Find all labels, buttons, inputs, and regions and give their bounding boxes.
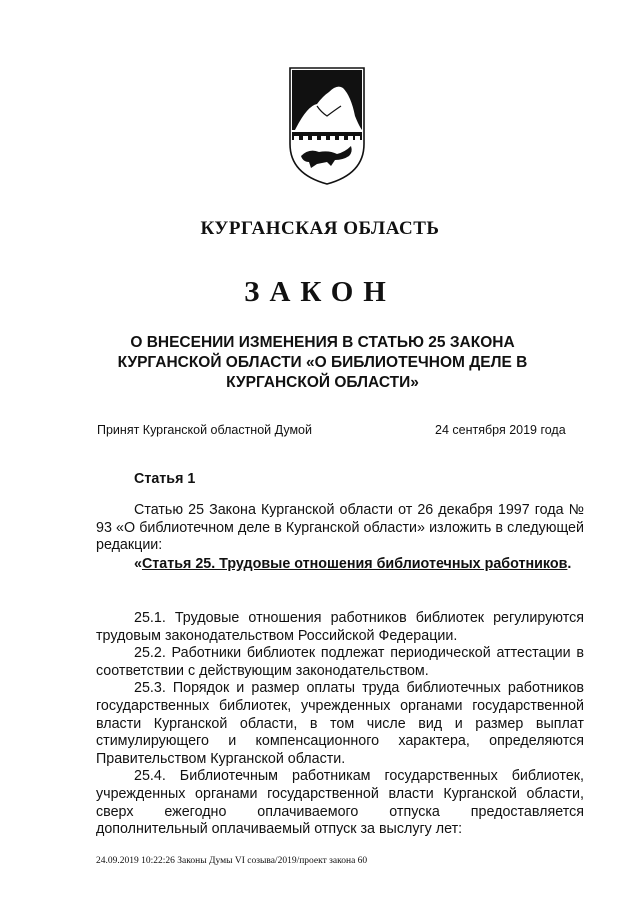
file-footer: 24.09.2019 10:22:26 Законы Думы VI созыва/2019/проект закона 60 [96, 856, 368, 866]
adopted-by: Принят Курганской областной Думой [97, 423, 312, 437]
new-article-title-text: Статья 25. Трудовые отношения библиотечных работников [141, 556, 568, 572]
region-title: КУРГАНСКАЯ ОБЛАСТЬ [200, 218, 440, 239]
item-25-3: 25.3. Порядок и размер оплаты труда библиотечных работников государственных библиотек, учрежденных органами государственной власти Курганской области, в том числе вид и размер выплат стимулирующего и компенсационного характера, определяются Правительством Курганской области. [96, 680, 584, 767]
article-intro: Статью 25 Закона Курганской области от 26 декабря 1997 года № 93 «О библиотечном деле в Курганской области» изложить в следующей редакции: [96, 502, 584, 554]
adoption-date: 24 сентября 2019 года [435, 423, 566, 437]
article-heading: Статья 1 [134, 471, 196, 487]
new-article-title-end: . [567, 556, 572, 572]
law-subject: О ВНЕСЕНИИ ИЗМЕНЕНИЯ В СТАТЬЮ 25 ЗАКОНА КУРГАНСКОЙ ОБЛАСТИ «О БИБЛИОТЕЧНОМ ДЕЛЕ В КУРГАНСКОЙ ОБЛАСТИ» [117, 334, 528, 391]
document-type: ЗАКОН [244, 276, 396, 308]
item-25-4: 25.4. Библиотечным работникам государственных библиотек, учрежденных органами государственной власти Курганской области, сверх ежегодно оплачиваемого отпуска предоставляется дополнительный оплачиваемый отпуск за выслугу лет: [96, 768, 584, 838]
item-25-2: 25.2. Работники библиотек подлежат периодической аттестации в соответствии с действующим законодательством. [96, 645, 584, 679]
kurgan-coat-of-arms-icon [287, 66, 367, 186]
item-25-1: 25.1. Трудовые отношения работников библиотек регулируются трудовым законодательством Российской Федерации. [96, 610, 584, 644]
new-article-title [96, 556, 584, 574]
article-items [96, 610, 584, 839]
quote-open: « [134, 556, 142, 572]
